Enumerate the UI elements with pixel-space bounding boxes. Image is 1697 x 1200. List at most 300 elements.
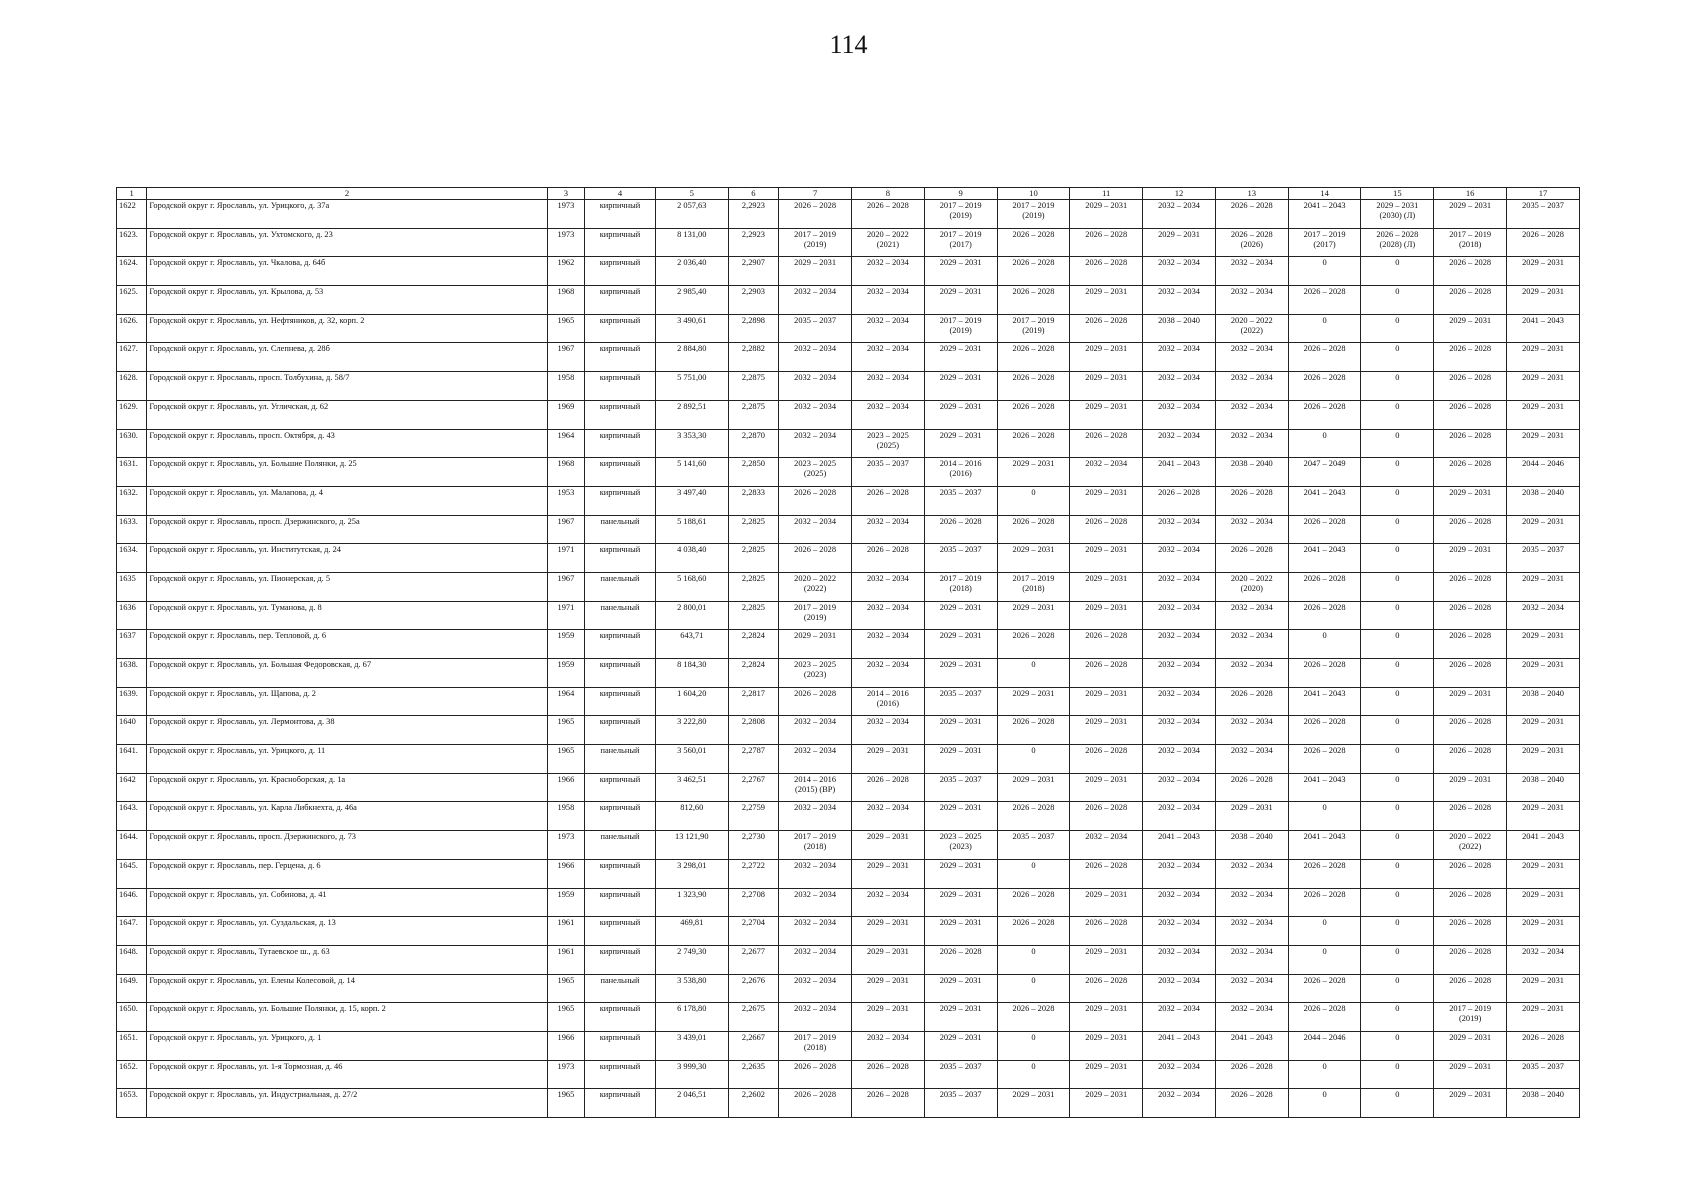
table-cell: 2029 – 2031 [924, 888, 997, 917]
table-cell: 0 [1361, 974, 1434, 1003]
table-cell: 2029 – 2031 [924, 716, 997, 745]
table-cell: Городской округ г. Ярославль, ул. Чкалова, д. 64б [147, 257, 547, 286]
table-cell: 1965 [547, 1003, 584, 1032]
table-cell: 2026 – 2028 [851, 773, 924, 802]
table-cell: 2029 – 2031 [1507, 859, 1580, 888]
table-cell: 2032 – 2034 [1143, 286, 1216, 315]
table-cell: 2 036,40 [655, 257, 728, 286]
table-cell: 2029 – 2031 [997, 544, 1070, 573]
table-cell: 2026 – 2028 [1288, 859, 1361, 888]
table-cell: 2,2767 [728, 773, 779, 802]
table-cell: 2029 – 2031 [1434, 773, 1507, 802]
table-cell: Городской округ г. Ярославль, ул. 1-я Тормозная, д. 46 [147, 1060, 547, 1089]
table-cell: 1640 [117, 716, 147, 745]
table-cell: 0 [1361, 515, 1434, 544]
table-cell: 1973 [547, 1060, 584, 1089]
table-cell: 2029 – 2031 [1507, 745, 1580, 774]
table-cell: 2026 – 2028 [997, 888, 1070, 917]
table-row [117, 802, 1580, 831]
table-cell: 0 [1288, 630, 1361, 659]
table-cell: 2032 – 2034 [851, 1031, 924, 1060]
table-cell: 2032 – 2034 [779, 515, 852, 544]
table-cell: панельный [585, 572, 656, 601]
table-cell: 1627. [117, 343, 147, 372]
table-cell: 2026 – 2028 [851, 1089, 924, 1118]
table-cell: 2 892,51 [655, 400, 728, 429]
table-cell: кирпичный [585, 228, 656, 257]
table-cell: 2029 – 2031 [924, 630, 997, 659]
table-cell: 2026 – 2028 [1434, 888, 1507, 917]
table-cell: 2020 – 2022 (2022) [1434, 831, 1507, 860]
table-cell: 2032 – 2034 [1143, 888, 1216, 917]
table-cell: 2032 – 2034 [1143, 515, 1216, 544]
table-cell: 2026 – 2028 (2026) [1215, 228, 1288, 257]
table-cell: 1635 [117, 572, 147, 601]
table-cell: 2032 – 2034 [1143, 343, 1216, 372]
table-cell: 2026 – 2028 [1215, 773, 1288, 802]
table-cell: 3 538,80 [655, 974, 728, 1003]
table-cell: 0 [1361, 544, 1434, 573]
table-cell: Городской округ г. Ярославль, просп. Толбухина, д. 58/7 [147, 372, 547, 401]
table-cell: 2035 – 2037 [924, 1089, 997, 1118]
table-cell: 2029 – 2031 [1507, 400, 1580, 429]
table-cell: кирпичный [585, 458, 656, 487]
table-cell: 1973 [547, 200, 584, 229]
table-cell: 2029 – 2031 [1507, 1003, 1580, 1032]
table-row [117, 601, 1580, 630]
table-cell: 2041 – 2043 [1288, 831, 1361, 860]
table-cell: 2029 – 2031 [924, 286, 997, 315]
table-cell: 2029 – 2031 [1434, 200, 1507, 229]
table-cell: 0 [1361, 601, 1434, 630]
table-cell: 0 [1361, 1003, 1434, 1032]
table-cell: кирпичный [585, 1031, 656, 1060]
table-cell: Городской округ г. Ярославль, ул. Елены Колесовой, д. 14 [147, 974, 547, 1003]
table-cell: 0 [1361, 286, 1434, 315]
table-cell: 2026 – 2028 [1288, 1003, 1361, 1032]
table-cell: 0 [1361, 1031, 1434, 1060]
table-row [117, 286, 1580, 315]
table-row [117, 257, 1580, 286]
table-cell: 2029 – 2031 [1507, 802, 1580, 831]
table-cell: 2032 – 2034 [1143, 572, 1216, 601]
table-cell: 2026 – 2028 [1434, 515, 1507, 544]
table-cell: 0 [997, 1031, 1070, 1060]
table-cell: 2029 – 2031 [924, 802, 997, 831]
table-cell: 2032 – 2034 [1215, 659, 1288, 688]
table-cell: 2032 – 2034 [851, 343, 924, 372]
table-cell: 2020 – 2022 (2021) [851, 228, 924, 257]
table-cell: 2029 – 2031 [1070, 544, 1143, 573]
table-cell: 2029 – 2031 [1143, 228, 1216, 257]
table-cell: 2026 – 2028 [997, 372, 1070, 401]
table-cell: 2017 – 2019 (2019) [997, 200, 1070, 229]
table-cell: 2,2850 [728, 458, 779, 487]
table-cell: 1641. [117, 745, 147, 774]
table-cell: 2,2676 [728, 974, 779, 1003]
table-cell: 2,2903 [728, 286, 779, 315]
table-cell: 5 141,60 [655, 458, 728, 487]
table-cell: 3 222,80 [655, 716, 728, 745]
column-header: 7 [779, 188, 852, 200]
table-cell: 2029 – 2031 [1507, 630, 1580, 659]
table-cell: 1966 [547, 859, 584, 888]
column-header: 12 [1143, 188, 1216, 200]
table-cell: Городской округ г. Ярославль, просп. Дзержинского, д. 25а [147, 515, 547, 544]
table-cell: 1966 [547, 1031, 584, 1060]
table-cell: 2,2825 [728, 544, 779, 573]
table-cell: 2,2907 [728, 257, 779, 286]
table-cell: 2017 – 2019 (2018) [779, 1031, 852, 1060]
table-cell: 2026 – 2028 [1070, 917, 1143, 946]
table-cell: 0 [1361, 945, 1434, 974]
table-cell: 2029 – 2031 [851, 917, 924, 946]
table-cell: 2035 – 2037 [924, 486, 997, 515]
table-cell: 2032 – 2034 [779, 802, 852, 831]
table-cell: 469,81 [655, 917, 728, 946]
table-cell: 2032 – 2034 [1215, 745, 1288, 774]
table-cell: 2029 – 2031 [924, 601, 997, 630]
table-cell: Городской округ г. Ярославль, Тутаевское ш., д. 63 [147, 945, 547, 974]
table-cell: 2032 – 2034 [1143, 257, 1216, 286]
table-cell: 2032 – 2034 [851, 659, 924, 688]
table-cell: 2038 – 2040 [1143, 314, 1216, 343]
table-cell: 1647. [117, 917, 147, 946]
table-cell: 1971 [547, 601, 584, 630]
table-cell: 0 [1288, 1060, 1361, 1089]
table-cell: 2026 – 2028 [1434, 601, 1507, 630]
column-header: 9 [924, 188, 997, 200]
table-cell: 2017 – 2019 (2019) [779, 228, 852, 257]
table-cell: Городской округ г. Ярославль, ул. Лермонтова, д. 38 [147, 716, 547, 745]
table-cell: 2,2635 [728, 1060, 779, 1089]
table-cell: 1652. [117, 1060, 147, 1089]
table-body [117, 200, 1580, 1118]
table-cell: 1958 [547, 802, 584, 831]
table-cell: 2044 – 2046 [1288, 1031, 1361, 1060]
table-cell: кирпичный [585, 429, 656, 458]
table-cell: 1642 [117, 773, 147, 802]
table-cell: 2026 – 2028 [1288, 343, 1361, 372]
table-cell: 2,2759 [728, 802, 779, 831]
table-cell: 0 [1361, 716, 1434, 745]
table-cell: 4 038,40 [655, 544, 728, 573]
column-header: 10 [997, 188, 1070, 200]
table-cell: 2,2704 [728, 917, 779, 946]
table-cell: 2029 – 2031 [1434, 1089, 1507, 1118]
table-row [117, 630, 1580, 659]
table-cell: 2026 – 2028 [924, 515, 997, 544]
table-cell: 2032 – 2034 [1215, 286, 1288, 315]
table-cell: 2026 – 2028 [1070, 659, 1143, 688]
table-cell: 2017 – 2019 (2018) [779, 831, 852, 860]
table-cell: 0 [1361, 888, 1434, 917]
table-cell: 5 751,00 [655, 372, 728, 401]
table-row [117, 917, 1580, 946]
table-row [117, 1031, 1580, 1060]
table-cell: Городской округ г. Ярославль, ул. Индустриальная, д. 27/2 [147, 1089, 547, 1118]
table-cell: 2017 – 2019 (2019) [1434, 1003, 1507, 1032]
table-cell: 1646. [117, 888, 147, 917]
table-cell: 2014 – 2016 (2016) [924, 458, 997, 487]
table-cell: 1622 [117, 200, 147, 229]
table-cell: 2041 – 2043 [1143, 831, 1216, 860]
table-cell: Городской округ г. Ярославль, ул. Красноборская, д. 1а [147, 773, 547, 802]
table-cell: 2017 – 2019 (2017) [1288, 228, 1361, 257]
table-cell: 2032 – 2034 [1143, 400, 1216, 429]
column-header: 6 [728, 188, 779, 200]
table-cell: кирпичный [585, 802, 656, 831]
table-cell: 13 121,90 [655, 831, 728, 860]
table-cell: 1645. [117, 859, 147, 888]
table-cell: панельный [585, 831, 656, 860]
table-cell: 0 [1361, 458, 1434, 487]
table-cell: 2026 – 2028 [997, 802, 1070, 831]
table-cell: 2026 – 2028 [1434, 257, 1507, 286]
table-cell: 2,2833 [728, 486, 779, 515]
table-row [117, 572, 1580, 601]
table-cell: 1971 [547, 544, 584, 573]
table-cell: 2032 – 2034 [779, 1003, 852, 1032]
table-cell: Городской округ г. Ярославль, ул. Нефтяников, д. 32, корп. 2 [147, 314, 547, 343]
table-cell: 2041 – 2043 [1507, 314, 1580, 343]
table-cell: 2026 – 2028 [1288, 974, 1361, 1003]
table-cell: 2047 – 2049 [1288, 458, 1361, 487]
table-cell: 2,2817 [728, 687, 779, 716]
table-cell: 2023 – 2025 (2025) [851, 429, 924, 458]
table-cell: 0 [997, 1060, 1070, 1089]
table-cell: Городской округ г. Ярославль, ул. Малапова, д. 4 [147, 486, 547, 515]
table-cell: 2035 – 2037 [997, 831, 1070, 860]
table-cell: 2023 – 2025 (2025) [779, 458, 852, 487]
table-cell: 2017 – 2019 (2018) [924, 572, 997, 601]
table-row [117, 745, 1580, 774]
table-cell: 2014 – 2016 (2015) (ВР) [779, 773, 852, 802]
table-cell: 1633. [117, 515, 147, 544]
table-cell: 0 [1361, 917, 1434, 946]
table-cell: кирпичный [585, 314, 656, 343]
table-cell: 3 298,01 [655, 859, 728, 888]
table-cell: кирпичный [585, 716, 656, 745]
table-cell: 2026 – 2028 [1434, 945, 1507, 974]
table-cell: 1967 [547, 572, 584, 601]
table-cell: 3 490,61 [655, 314, 728, 343]
table-cell: 2029 – 2031 [1070, 945, 1143, 974]
table-cell: 1 604,20 [655, 687, 728, 716]
table-cell: 2032 – 2034 [851, 515, 924, 544]
table-cell: 2032 – 2034 [779, 945, 852, 974]
table-cell: кирпичный [585, 372, 656, 401]
table-cell: Городской округ г. Ярославль, ул. Институтская, д. 24 [147, 544, 547, 573]
table-cell: 1965 [547, 314, 584, 343]
table-cell: 2026 – 2028 [1288, 745, 1361, 774]
table-cell: 2032 – 2034 [851, 572, 924, 601]
table-cell: 2029 – 2031 [779, 630, 852, 659]
table-cell: 1964 [547, 687, 584, 716]
table-cell: 2,2923 [728, 228, 779, 257]
table-row [117, 228, 1580, 257]
table-cell: 2026 – 2028 [997, 429, 1070, 458]
table-row [117, 429, 1580, 458]
table-cell: 2032 – 2034 [1215, 1003, 1288, 1032]
table-row [117, 716, 1580, 745]
table-cell: 2029 – 2031 [1070, 1003, 1143, 1032]
table-cell: 1967 [547, 515, 584, 544]
table-cell: 2029 – 2031 [1434, 687, 1507, 716]
table-cell: 1953 [547, 486, 584, 515]
column-header: 11 [1070, 188, 1143, 200]
table-row [117, 945, 1580, 974]
table-cell: 2038 – 2040 [1507, 486, 1580, 515]
table-cell: 0 [1361, 257, 1434, 286]
table-cell: 2029 – 2031 [1507, 286, 1580, 315]
table-cell: 0 [1361, 630, 1434, 659]
table-cell: 1961 [547, 917, 584, 946]
table-cell: 1966 [547, 773, 584, 802]
table-cell: 2017 – 2019 (2018) [997, 572, 1070, 601]
table-cell: 0 [997, 974, 1070, 1003]
table-cell: 2 749,30 [655, 945, 728, 974]
table-cell: кирпичный [585, 917, 656, 946]
table-cell: 2029 – 2031 [1070, 687, 1143, 716]
table-cell: 2026 – 2028 [997, 286, 1070, 315]
table-cell: 2026 – 2028 [1288, 372, 1361, 401]
column-header: 16 [1434, 188, 1507, 200]
table-cell: 2026 – 2028 [1434, 429, 1507, 458]
table-cell: 2,2825 [728, 601, 779, 630]
table-cell: 2032 – 2034 [851, 286, 924, 315]
table-cell: Городской округ г. Ярославль, ул. Урицкого, д. 1 [147, 1031, 547, 1060]
column-header: 2 [147, 188, 547, 200]
table-cell: 0 [1288, 257, 1361, 286]
table-cell: 2029 – 2031 [1507, 572, 1580, 601]
table-cell: 2029 – 2031 [1070, 286, 1143, 315]
table-cell: кирпичный [585, 200, 656, 229]
table-cell: Городской округ г. Ярославль, ул. Карла Либкнехта, д. 46а [147, 802, 547, 831]
table-cell: Городской округ г. Ярославль, просп. Дзержинского, д. 73 [147, 831, 547, 860]
table-cell: 2029 – 2031 [1507, 917, 1580, 946]
table-cell: 1626. [117, 314, 147, 343]
table-cell: 2014 – 2016 (2016) [851, 687, 924, 716]
table-cell: 0 [1361, 859, 1434, 888]
table-cell: 2032 – 2034 [1143, 945, 1216, 974]
table-cell: 2041 – 2043 [1143, 1031, 1216, 1060]
table-cell: 2029 – 2031 [1070, 888, 1143, 917]
table-cell: 0 [1288, 917, 1361, 946]
table-cell: кирпичный [585, 544, 656, 573]
table-cell: 2032 – 2034 [1215, 859, 1288, 888]
table-cell: 2029 – 2031 [997, 601, 1070, 630]
table-cell: 2017 – 2019 (2017) [924, 228, 997, 257]
table-cell: 1 323,90 [655, 888, 728, 917]
table-cell: 1959 [547, 659, 584, 688]
table-cell: 0 [1361, 314, 1434, 343]
table-cell: 0 [1361, 429, 1434, 458]
table-row [117, 831, 1580, 860]
table-cell: 2029 – 2031 [1434, 486, 1507, 515]
table-cell: 2026 – 2028 [851, 1060, 924, 1089]
table-cell: 2035 – 2037 [924, 544, 997, 573]
table-cell: 2041 – 2043 [1288, 773, 1361, 802]
table-cell: 643,71 [655, 630, 728, 659]
table-cell: 1964 [547, 429, 584, 458]
table-cell: 2 884,80 [655, 343, 728, 372]
table-cell: 2026 – 2028 [1434, 400, 1507, 429]
table-cell: 2032 – 2034 [1143, 773, 1216, 802]
table-cell: кирпичный [585, 687, 656, 716]
table-cell: 2026 – 2028 [1070, 745, 1143, 774]
table-cell: 0 [997, 659, 1070, 688]
table-cell: 2032 – 2034 [1143, 716, 1216, 745]
table-cell: Городской округ г. Ярославль, ул. Ухтомского, д. 23 [147, 228, 547, 257]
column-header: 14 [1288, 188, 1361, 200]
table-cell: Городской округ г. Ярославль, ул. Урицкого, д. 11 [147, 745, 547, 774]
page-number: 114 [829, 30, 868, 59]
table-cell: панельный [585, 974, 656, 1003]
table-cell: 2032 – 2034 [779, 343, 852, 372]
table-cell: кирпичный [585, 773, 656, 802]
table-cell: кирпичный [585, 343, 656, 372]
table-cell: 1634. [117, 544, 147, 573]
table-cell: 2 057,63 [655, 200, 728, 229]
table-cell: 1632. [117, 486, 147, 515]
table-cell: 2029 – 2031 [997, 687, 1070, 716]
table-cell: 2029 – 2031 [924, 1003, 997, 1032]
table-cell: 2,2870 [728, 429, 779, 458]
table-cell: 0 [997, 486, 1070, 515]
table-cell: 2032 – 2034 [1215, 400, 1288, 429]
table-cell: 1965 [547, 716, 584, 745]
table-cell: 0 [1361, 372, 1434, 401]
table-cell: 2020 – 2022 (2022) [1215, 314, 1288, 343]
table-cell: 2032 – 2034 [779, 429, 852, 458]
table-cell: 8 131,00 [655, 228, 728, 257]
table-cell: 0 [1361, 572, 1434, 601]
table-cell: 2032 – 2034 [1143, 429, 1216, 458]
table-cell: 1644. [117, 831, 147, 860]
table-cell: 2026 – 2028 [1143, 486, 1216, 515]
table-cell: Городской округ г. Ярославль, ул. Урицкого, д. 37а [147, 200, 547, 229]
table-cell: 2032 – 2034 [1143, 200, 1216, 229]
table-cell: Городской округ г. Ярославль, ул. Собинова, д. 41 [147, 888, 547, 917]
table-cell: 2032 – 2034 [779, 859, 852, 888]
table-cell: 2026 – 2028 [779, 687, 852, 716]
table-cell: Городской округ г. Ярославль, ул. Угличская, д. 62 [147, 400, 547, 429]
table-cell: 2,2875 [728, 400, 779, 429]
table-cell: 2026 – 2028 [1215, 200, 1288, 229]
table-cell: 2041 – 2043 [1288, 544, 1361, 573]
column-header: 3 [547, 188, 584, 200]
table-cell: 2026 – 2028 [924, 945, 997, 974]
table-cell: 2032 – 2034 [1143, 1003, 1216, 1032]
table-cell: 2041 – 2043 [1288, 200, 1361, 229]
table-cell: 2029 – 2031 [1215, 802, 1288, 831]
table-cell: 1969 [547, 400, 584, 429]
table-cell: 2026 – 2028 [1070, 859, 1143, 888]
table-cell: 2032 – 2034 [779, 974, 852, 1003]
table-cell: 2029 – 2031 [924, 400, 997, 429]
table-cell: 0 [997, 859, 1070, 888]
table-row [117, 200, 1580, 229]
table-cell: кирпичный [585, 1060, 656, 1089]
table-cell: 0 [997, 745, 1070, 774]
table-cell: 2035 – 2037 [924, 687, 997, 716]
table-cell: 2023 – 2025 (2023) [924, 831, 997, 860]
column-header: 8 [851, 188, 924, 200]
table-cell: 2026 – 2028 [1434, 343, 1507, 372]
table-cell: 3 999,30 [655, 1060, 728, 1089]
table-cell: 2026 – 2028 [1288, 400, 1361, 429]
